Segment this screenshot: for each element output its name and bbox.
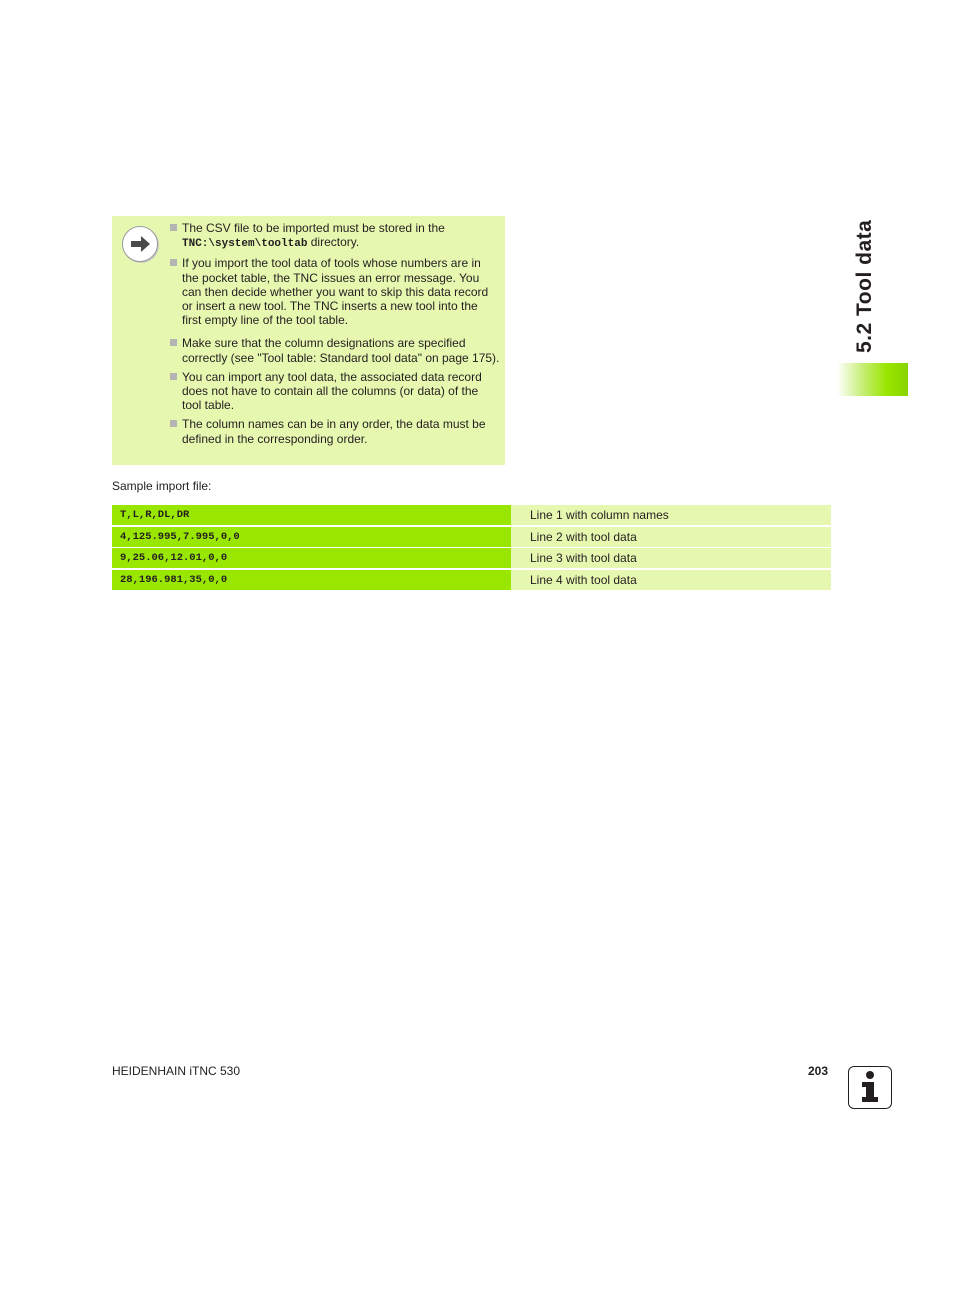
directory-path: TNC:\system\tooltab [182,238,308,251]
table-row [112,548,831,568]
code-cell: T,L,R,DL,DR [112,505,511,525]
description-cell: Line 1 with column names [511,505,831,525]
table-row [112,505,831,525]
page-number: 203 [808,1064,829,1078]
code-cell: 28,196.981,35,0,0 [112,570,511,590]
chapter-title: 5.2 Tool data [853,219,876,353]
footer-product: HEIDENHAIN iTNC 530 [112,1064,241,1078]
bullet-icon [170,224,177,231]
table-row [112,527,831,547]
bullet-icon [170,259,177,266]
code-cell: 9,25.06,12.01,0,0 [112,548,511,568]
note-item: If you import the tool data of tools whose numbers are in the pocket table, the TNC issues an error message. You can then decide whether you want to skip this data record or insert a new tool. The TNC inserts a new tool into the first empty line of the tool table. [170,256,500,327]
note-item: The column names can be in any order, the data must be defined in the corresponding order. [170,417,500,445]
description-cell: Line 4 with tool data [511,570,831,590]
table-row [112,570,831,590]
sample-table [112,505,831,591]
note-item: You can import any tool data, the associated data record does not have to contain all the columns (or data) of the tool table. [170,370,500,413]
note-item: The CSV file to be imported must be stored in the TNC:\system\tooltab directory. [170,221,500,251]
bullet-icon [170,339,177,346]
description-cell: Line 3 with tool data [511,548,831,568]
note-item: Make sure that the column designations are specified correctly (see "Tool table: Standard tool data" on page 175). [170,336,500,364]
bullet-icon [170,373,177,380]
arrow-right-icon [122,226,158,262]
note-box [112,216,505,465]
note-list [170,221,500,451]
description-cell: Line 2 with tool data [511,527,831,547]
bullet-icon [170,420,177,427]
code-cell: 4,125.995,7.995,0,0 [112,527,511,547]
sample-label: Sample import file: [112,479,212,493]
chapter-tab-bar [837,363,908,396]
info-icon [848,1066,892,1109]
